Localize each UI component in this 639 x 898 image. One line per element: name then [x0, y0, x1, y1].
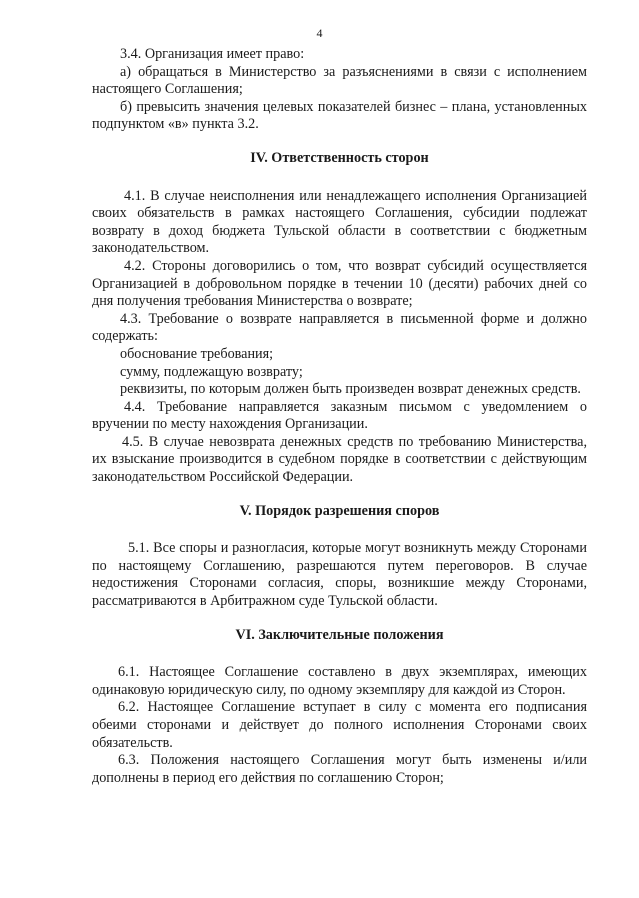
clause-4-1: 4.1. В случае неисполнения или ненадлежащего исполнения Организацией своих обязательств в рамках настоящего Соглашения, субсидии подлежат возврату в доход бюджета Тульской области в соответствии с бюджетным законодательством. — [92, 187, 587, 257]
paragraph-3-4: 3.4. Организация имеет право: — [120, 46, 305, 62]
clause-6-2: 6.2. Настоящее Соглашение вступает в силу с момента его подписания обеими сторонами и действует до полного исполнения Сторонами своих обязательств. — [92, 699, 587, 751]
clause-4-5: 4.5. В случае невозврата денежных средств по требованию Министерства, их взыскание производится в судебном порядке в соответствии с действующим законодательством Российской Федерации. — [92, 433, 587, 486]
clause-4-3-item-1: обоснование требования; — [120, 345, 274, 362]
clause-4-3-item-3: реквизиты, по которым должен быть произведен возврат денежных средств. — [120, 381, 581, 398]
clause-4-3: 4.3. Требование о возврате направляется в письменной форме и должно содержать: — [92, 310, 587, 345]
section-6-heading: VI. Заключительные положения — [235, 626, 444, 643]
clause-4-2: 4.2. Стороны договорились о том, что возврат субсидий осуществляется Организацией в добровольном порядке в течении 10 (десяти) рабочих дней со дня получения требования Министерства о возврате; — [92, 257, 587, 310]
section-4-heading: IV. Ответственность сторон — [250, 149, 429, 166]
clause-6-3: 6.3. Положения настоящего Соглашения могут быть изменены и/или дополнены в период его действия по соглашению Сторон; — [92, 752, 587, 786]
paragraph-3-4-a: а) обращаться в Министерство за разъяснениями в связи с исполнением настоящего Соглашения; — [92, 63, 587, 98]
paragraph-3-4-b: б) превысить значения целевых показателей бизнес – плана, установленных подпунктом «в» пункта 3.2. — [92, 98, 587, 133]
section-5-heading: V. Порядок разрешения споров — [239, 502, 440, 519]
clause-4-3-item-2: сумму, подлежащую возврату; — [120, 363, 303, 380]
page-number: 4 — [316, 26, 323, 40]
clause-5-1: 5.1. Все споры и разногласия, которые могут возникнуть между Сторонами по настоящему Соглашению, разрешаются путем переговоров. В случае недостижения Сторонами согласия, споры, возникшие между Сторонами, рассматриваются в Арбитражном суде Тульской области. — [92, 540, 587, 610]
document-body — [92, 46, 587, 787]
clause-6-1: 6.1. Настоящее Соглашение составлено в двух экземплярах, имеющих одинаковую юридическую силу, по одному экземпляру для каждой из Сторон. — [92, 664, 587, 698]
clause-4-4: 4.4. Требование направляется заказным письмом с уведомлением о вручении по месту нахождения Организации. — [92, 398, 587, 433]
